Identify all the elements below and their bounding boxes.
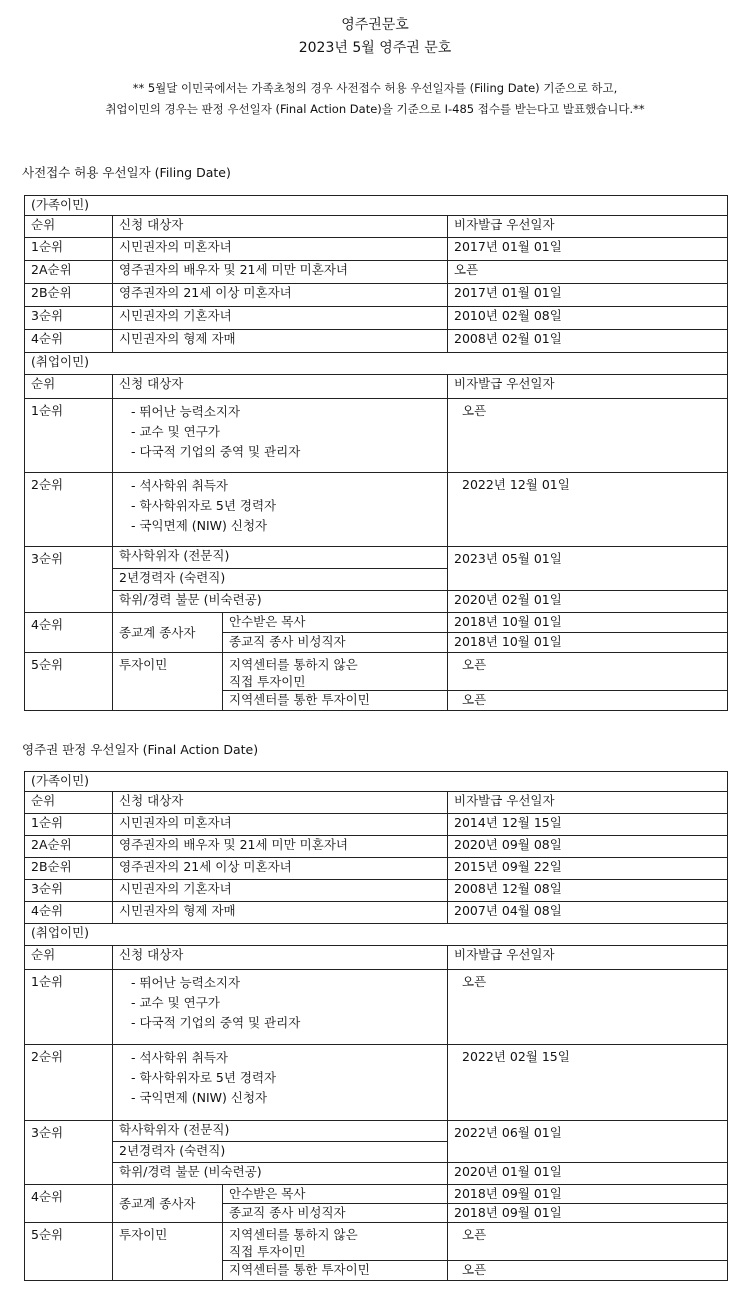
category-cell: 투자이민 xyxy=(113,653,223,711)
col-header-date: 비자발급 우선일자 xyxy=(448,216,728,238)
target-cell: 시민권자의 미혼자녀 xyxy=(113,814,448,836)
date-cell: 2015년 09월 22일 xyxy=(448,858,728,880)
table-row xyxy=(25,1163,728,1185)
target-line: 지역센터를 통하지 않은 xyxy=(229,657,358,672)
target-cell: 시민권자의 기혼자녀 xyxy=(113,880,448,902)
target-line: 직접 투자이민 xyxy=(229,674,306,689)
target-cell: 시민권자의 미혼자녀 xyxy=(113,238,448,261)
target-cell: 2년경력자 (숙련직) xyxy=(113,569,448,591)
list-item: - 학사학위자로 5년 경력자 xyxy=(131,1070,277,1085)
col-header-target: 신청 대상자 xyxy=(113,946,448,970)
final-action-date-table xyxy=(24,771,728,1281)
col-header-rank: 순위 xyxy=(25,375,113,399)
section-heading-final-action-date: 영주권 판정 우선일자 (Final Action Date) xyxy=(22,742,259,757)
group-row xyxy=(25,196,728,216)
col-header-target: 신청 대상자 xyxy=(113,216,448,238)
target-cell xyxy=(223,653,448,691)
rank-cell: 2순위 xyxy=(25,1045,113,1121)
employment-group-label: (취업이민) xyxy=(25,924,728,946)
target-cell xyxy=(223,1223,448,1261)
date-cell: 2020년 01월 01일 xyxy=(448,1163,728,1185)
target-cell: 시민권자의 형제 자매 xyxy=(113,330,448,353)
date-cell: 2018년 10월 01일 xyxy=(448,613,728,633)
target-list-cell xyxy=(113,473,448,547)
filing-date-table xyxy=(24,195,728,711)
target-cell: 학사학위자 (전문직) xyxy=(113,1121,448,1142)
list-item: - 석사학위 취득자 xyxy=(131,478,228,493)
table-row xyxy=(25,547,728,569)
col-header-rank: 순위 xyxy=(25,946,113,970)
employment-group-label: (취업이민) xyxy=(25,353,728,375)
note-line: 취업이민의 경우는 판정 우선일자 (Final Action Date)을 기준으로 I-485 접수를 받는다고 발표했습니다.** xyxy=(105,102,645,116)
target-cell: 지역센터를 통한 투자이민 xyxy=(223,1261,448,1281)
family-group-label: (가족이민) xyxy=(25,772,728,792)
table-row xyxy=(25,880,728,902)
family-group-label: (가족이민) xyxy=(25,196,728,216)
category-cell: 투자이민 xyxy=(113,1223,223,1281)
page-title: 영주권문호 xyxy=(341,17,409,33)
target-list-cell xyxy=(113,970,448,1045)
target-list-cell xyxy=(113,399,448,473)
date-cell: 오픈 xyxy=(448,691,728,711)
table-row xyxy=(25,399,728,473)
target-cell: 종교직 종사 비성직자 xyxy=(223,1204,448,1223)
list-item: - 국익면제 (NIW) 신청자 xyxy=(131,518,268,533)
announcement-note xyxy=(0,78,750,120)
list-item: - 석사학위 취득자 xyxy=(131,1050,228,1065)
rank-cell: 5순위 xyxy=(25,653,113,711)
header-row xyxy=(25,946,728,970)
header-row xyxy=(25,216,728,238)
date-cell: 2008년 12월 08일 xyxy=(448,880,728,902)
target-cell: 학위/경력 불문 (비숙련공) xyxy=(113,591,448,613)
date-cell: 2023년 05월 01일 xyxy=(448,547,728,591)
target-cell: 학위/경력 불문 (비숙련공) xyxy=(113,1163,448,1185)
col-header-target: 신청 대상자 xyxy=(113,792,448,814)
target-cell: 영주권자의 배우자 및 21세 미만 미혼자녀 xyxy=(113,836,448,858)
target-cell: 영주권자의 배우자 및 21세 미만 미혼자녀 xyxy=(113,261,448,284)
table-row xyxy=(25,307,728,330)
group-row xyxy=(25,353,728,375)
table-row xyxy=(25,836,728,858)
list-item: - 뛰어난 능력소지자 xyxy=(131,975,241,990)
table-row xyxy=(25,284,728,307)
date-cell: 2022년 02월 15일 xyxy=(448,1045,728,1121)
table-row xyxy=(25,330,728,353)
rank-cell: 3순위 xyxy=(25,1121,113,1185)
table-row xyxy=(25,591,728,613)
date-cell: 오픈 xyxy=(448,653,728,691)
list-item: - 다국적 기업의 중역 및 관리자 xyxy=(131,1015,301,1030)
group-row xyxy=(25,924,728,946)
header-row xyxy=(25,792,728,814)
date-cell: 오픈 xyxy=(448,970,728,1045)
target-cell: 영주권자의 21세 이상 미혼자녀 xyxy=(113,858,448,880)
target-cell: 지역센터를 통한 투자이민 xyxy=(223,691,448,711)
date-cell: 2022년 06월 01일 xyxy=(448,1121,728,1163)
target-cell: 2년경력자 (숙련직) xyxy=(113,1142,448,1163)
list-item: - 국익면제 (NIW) 신청자 xyxy=(131,1090,268,1105)
rank-cell: 1순위 xyxy=(25,814,113,836)
rank-cell: 2B순위 xyxy=(25,284,113,307)
col-header-rank: 순위 xyxy=(25,792,113,814)
rank-cell: 4순위 xyxy=(25,613,113,653)
list-item: - 학사학위자로 5년 경력자 xyxy=(131,498,277,513)
date-cell: 2018년 10월 01일 xyxy=(448,633,728,653)
target-cell: 종교직 종사 비성직자 xyxy=(223,633,448,653)
target-cell: 안수받은 목사 xyxy=(223,613,448,633)
target-cell: 시민권자의 형제 자매 xyxy=(113,902,448,924)
date-cell: 2008년 02월 01일 xyxy=(448,330,728,353)
category-cell: 종교계 종사자 xyxy=(113,1185,223,1223)
group-row xyxy=(25,772,728,792)
section-heading-filing-date: 사전접수 허용 우선일자 (Filing Date) xyxy=(22,165,231,180)
header-row xyxy=(25,375,728,399)
date-cell: 오픈 xyxy=(448,399,728,473)
date-cell: 2010년 02월 08일 xyxy=(448,307,728,330)
target-line: 직접 투자이민 xyxy=(229,1244,306,1259)
rank-cell: 3순위 xyxy=(25,880,113,902)
col-header-date: 비자발급 우선일자 xyxy=(448,946,728,970)
table-row xyxy=(25,238,728,261)
rank-cell: 1순위 xyxy=(25,399,113,473)
col-header-date: 비자발급 우선일자 xyxy=(448,792,728,814)
target-list-cell xyxy=(113,1045,448,1121)
table-row xyxy=(25,970,728,1045)
table-row xyxy=(25,902,728,924)
rank-cell: 4순위 xyxy=(25,330,113,353)
rank-cell: 1순위 xyxy=(25,970,113,1045)
table-row xyxy=(25,261,728,284)
rank-cell: 2B순위 xyxy=(25,858,113,880)
target-cell: 안수받은 목사 xyxy=(223,1185,448,1204)
target-cell: 시민권자의 기혼자녀 xyxy=(113,307,448,330)
table-row xyxy=(25,613,728,633)
rank-cell: 3순위 xyxy=(25,307,113,330)
date-cell: 2018년 09월 01일 xyxy=(448,1204,728,1223)
date-cell: 오픈 xyxy=(448,261,728,284)
rank-cell: 2A순위 xyxy=(25,836,113,858)
table-row xyxy=(25,1223,728,1261)
table-row xyxy=(25,1185,728,1204)
date-cell: 2007년 04월 08일 xyxy=(448,902,728,924)
table-row xyxy=(25,473,728,547)
col-header-rank: 순위 xyxy=(25,216,113,238)
date-cell: 오픈 xyxy=(448,1223,728,1261)
date-cell: 2020년 09월 08일 xyxy=(448,836,728,858)
table-row xyxy=(25,814,728,836)
rank-cell: 3순위 xyxy=(25,547,113,613)
date-cell: 2017년 01월 01일 xyxy=(448,238,728,261)
page-subtitle: 2023년 5월 영주권 문호 xyxy=(298,40,452,56)
note-line: ** 5월달 이민국에서는 가족초청의 경우 사전접수 허용 우선일자를 (Filing Date) 기준으로 하고, xyxy=(132,81,618,95)
list-item: - 교수 및 연구가 xyxy=(131,424,220,439)
col-header-target: 신청 대상자 xyxy=(113,375,448,399)
col-header-date: 비자발급 우선일자 xyxy=(448,375,728,399)
rank-cell: 2A순위 xyxy=(25,261,113,284)
rank-cell: 4순위 xyxy=(25,1185,113,1223)
table-row xyxy=(25,858,728,880)
rank-cell: 4순위 xyxy=(25,902,113,924)
list-item: - 뛰어난 능력소지자 xyxy=(131,404,241,419)
date-cell: 2018년 09월 01일 xyxy=(448,1185,728,1204)
table-row xyxy=(25,653,728,691)
rank-cell: 5순위 xyxy=(25,1223,113,1281)
date-cell: 2014년 12월 15일 xyxy=(448,814,728,836)
rank-cell: 2순위 xyxy=(25,473,113,547)
date-cell: 2017년 01월 01일 xyxy=(448,284,728,307)
list-item: - 교수 및 연구가 xyxy=(131,995,220,1010)
target-cell: 학사학위자 (전문직) xyxy=(113,547,448,569)
date-cell: 2022년 12월 01일 xyxy=(448,473,728,547)
date-cell: 2020년 02월 01일 xyxy=(448,591,728,613)
category-cell: 종교계 종사자 xyxy=(113,613,223,653)
date-cell: 오픈 xyxy=(448,1261,728,1281)
table-row xyxy=(25,1045,728,1121)
list-item: - 다국적 기업의 중역 및 관리자 xyxy=(131,444,301,459)
target-cell: 영주권자의 21세 이상 미혼자녀 xyxy=(113,284,448,307)
table-row xyxy=(25,1121,728,1142)
rank-cell: 1순위 xyxy=(25,238,113,261)
target-line: 지역센터를 통하지 않은 xyxy=(229,1227,358,1242)
